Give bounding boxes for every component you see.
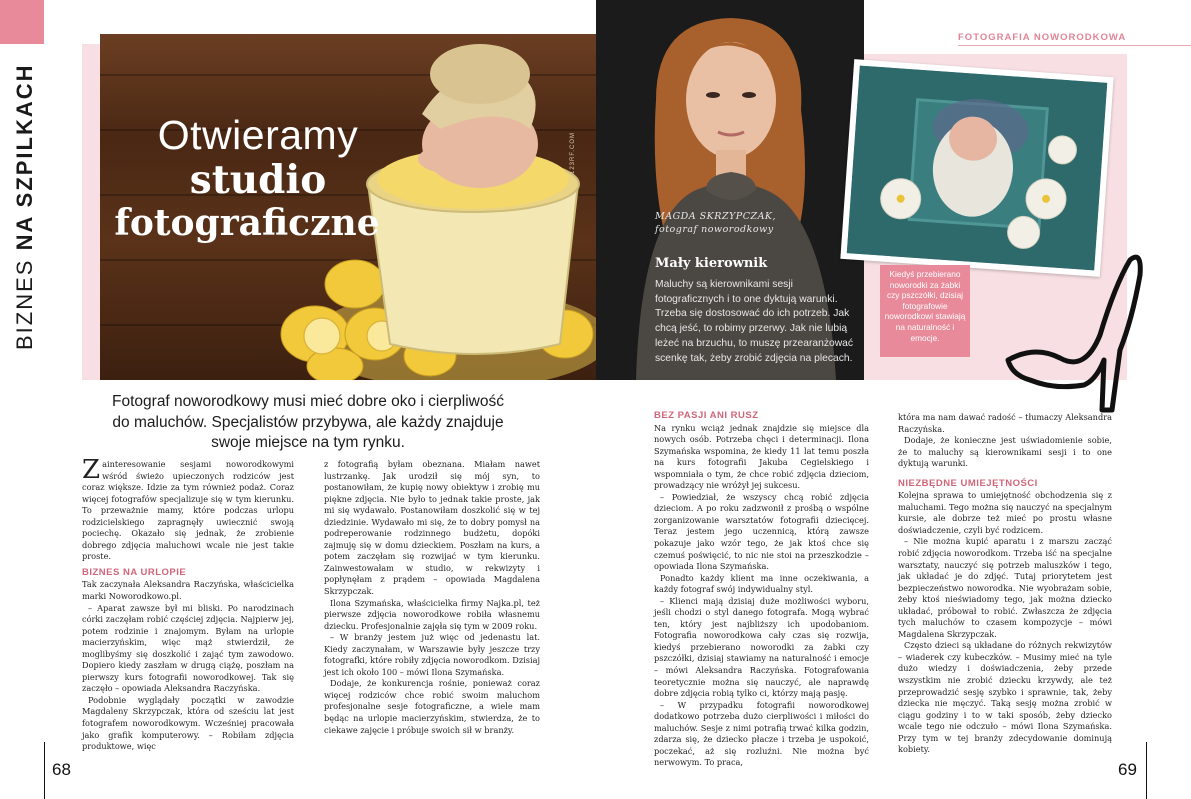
section-label-rule (958, 45, 1191, 46)
lead-paragraph: Fotograf noworodkowy musi mieć dobre oko i cierpliwość do maluchów. Specjalistów przybywa, ale każdy znajduje swoje miejsce na tym rynku. (112, 393, 504, 451)
paragraph: Ilona Szymańska, właścicielka firmy Najka.pl, też pierwsze zdjęcia noworodkowe robiła własnemu dziecku. Profesjonalnie zajęła się tym w 2009 roku. (324, 597, 540, 631)
paragraph: – Nie można kupić aparatu i z marszu zacząć robić zdjęcia noworodkom. Trzeba iść na specjalne warsztaty, nauczyć się potrzeb maluszków i tego, jak układać je do zdjęć. Tutaj priorytetem jest bezpieczeństwo noworodka. Nie wyobrażam sobie, żeby ktoś nieświadomy tego, jak można dziecko układać, próbował to robić. Zwłaszcza że zdjęcia tych maluchów to czasem kompozycje – mówi Magdalena Skrzypczak. (898, 536, 1112, 639)
paragraph: Często dzieci są układane do różnych rekwizytów – wiaderek czy kubeczków. – Musimy mieć na tyle dużo wiedzy i doświadczenia, żeby przede wszystkim nie zrobić dziecku krzywdy, ale też przeprowadzić sesję szybko i sprawnie, tak, żeby dziecka nie męczyć. Taką sesję można zrobić w ciągu godziny i to w taki sposób, żeby dziecko wcale tego nie odczuło – mówi Ilona Szymańska. Przy tym w tej branży zdecydowanie dominują kobiety. (898, 640, 1112, 755)
person-caption (655, 210, 776, 236)
paragraph: – Klienci mają dzisiaj duże możliwości wyboru, jeśli chodzi o styl danego fotografa. Mogą wybrać ten, który jest najbliższy ich upodobaniom. Fotografia noworodkowa cały czas się rozwija, kiedyś przebierano noworodki za żabki czy pszczółki, dzisiaj stawiamy na naturalność i emocje – mówi Aleksandra Raczyńska. Fotografowania teoretycznie można się nauczyć, ale naprawdę dobre zdjęcia robią tylko ci, którzy mają pasję. (654, 595, 869, 699)
paragraph: Tak zaczynała Aleksandra Raczyńska, właścicielka marki Noworodkowo.pl. (82, 579, 294, 602)
paragraph: – Aparat zawsze był mi bliski. Po narodzinach córki zaczęłam robić częściej zdjęcia. Najpierw jej, potem rodzinie i znajomym. Byłam na urlopie macierzyńskim, więc mąż stwierdził, że moglibyśmy się doszkolić i zająć tym zawodowo. Dopiero kiedy zaszłam w drugą ciążę, poszłam na pierwszy kurs fotografii noworodkowej. Tak się zaczęło – opowiada Aleksandra Raczyńska. (82, 602, 294, 694)
person-name: MAGDA SKRZYPCZAK, (655, 211, 777, 222)
article-column-4 (898, 412, 1112, 756)
corner-tab (0, 0, 44, 44)
paragraph: – W przypadku fotografii noworodkowej dodatkowo potrzeba dużo cierpliwości i miłości do maluchów. Sesje z nimi potrafią trwać kilka godzin, zdarza się, że dziecko płacze i trzeba je uspokoić, poczekać, aż się rozluźni. Nie można być nerwowym. To praca, (654, 699, 869, 768)
high-heel-icon (1000, 240, 1150, 420)
article-column-3 (654, 410, 869, 769)
page-rule-right (1146, 742, 1147, 799)
page-number-right: 69 (1118, 760, 1137, 779)
quote-title: Mały kierownik (655, 256, 768, 271)
subheading-bez-pasji: BEZ PASJI ANI RUSZ (654, 410, 759, 421)
person-role: fotograf noworodkowy (655, 224, 774, 235)
section-label: FOTOGRAFIA NOWORODKOWA (958, 32, 1127, 43)
quote-body: Maluchy są kierownikami sesji fotograficznych i to one dyktują warunki. Trzeba się dostosować do ich potrzeb. Jak chcą jeść, to robimy przerwy. Jak nie lubią leżeć na brzuchu, to muszę przearanżować scenkę tak, żeby zrobić zdjęcia na plecach. (655, 279, 854, 364)
paragraph: Podobnie wyglądały początki w zawodzie Magdaleny Skrzypczak, która od sześciu lat jest fotografem noworodkowym. Wcześniej pracowała jako grafik komputerowy. – Robiłam zdjęcia produktowe, więc (82, 694, 294, 752)
intro-paragraph: Zainteresowanie sesjami noworodkowymi wśród świeżo upieczonych rodziców jest coraz większe. Idzie za tym również podaż. Coraz więcej fotografów specjalizuje się w tym kierunku. To przeważnie mamy, które podczas urlopu rodzicielskiego zapragnęły uwiecznić swoją pociechę. Okazało się jednak, że zrobienie dobrego zdjęcia maluchowi wcale nie jest takie proste. (82, 455, 294, 562)
headline-line-2: studio (189, 157, 327, 203)
paragraph: Ponadto każdy klient ma inne oczekiwania, a każdy fotograf swój indywidualny styl. (654, 572, 869, 595)
photo-caption-box: Kiedyś przebierano noworodki za żabki czy pszczółki, dzisiaj fotografowie noworodkowi stawiają na naturalność i emocje. (880, 265, 970, 357)
paragraph: Dodaje, że konieczne jest uświadomienie sobie, że to maluchy są kierownikami sesji i to one dyktują warunki. (898, 435, 1112, 469)
headline-line-1: Otwieramy (157, 112, 359, 158)
article-column-2 (324, 459, 540, 736)
paragraph: z fotografią byłam obeznana. Miałam nawet lustrzankę. Jak urodził się mój syn, to postanowiłam, że kupię nowy obiektyw i zrobię mu piękne zdjęcia. Nie było to jednak takie proste, jak mi się wydawało. Postanowiłam doszkolić się w tej dziedzinie. Wydawało mi się, że to dobry pomysł na podreperowanie rodzinnego budżetu, dopóki zajmuję się w domu dzieckiem. Poszłam na kurs, a potem zaczęłam się rozwijać w tym kierunku. Zainwestowałam w studio, w rekwizyty i popłynęłam z prądem – opowiada Magdalena Skrzypczak. (324, 459, 540, 597)
headline-line-3: fotograficzne (114, 202, 380, 244)
article-column-1 (82, 455, 294, 753)
page-rule-left (44, 742, 45, 799)
side-title (10, 60, 40, 350)
photo-credit: 123RF.COM (570, 131, 576, 174)
headline (108, 112, 408, 244)
paragraph: – W branży jestem już więc od jedenastu lat. Kiedy zaczynałam, w Warszawie były jeszcze trzy fotografki, które robiły zdjęcia noworodkom. Dzisiaj jest ich około 100 – mówi Ilona Szymańska. (324, 632, 540, 677)
subheading-biznes: BIZNES NA URLOPIE (82, 566, 187, 578)
page-number-left: 68 (52, 760, 71, 779)
drop-cap: Z (82, 455, 101, 485)
side-title-bold: NA SZPILKACH (12, 63, 37, 251)
paragraph: która ma nam dawać radość – tłumaczy Aleksandra Raczyńska. (898, 412, 1112, 434)
paragraph: Kolejna sprawa to umiejętność obchodzenia się z maluchami. Tego można się nauczyć na specjalnym kursie, ale dobrze też mieć po prostu własne doświadczenie, czyli być rodzicem. (898, 490, 1112, 535)
side-title-normal: BIZNES (12, 250, 37, 350)
paragraph: Dodaje, że konkurencja rośnie, ponieważ coraz więcej rodziców chce robić swoim maluchom profesjonalne sesje fotograficzne, a wiele mam będąc na urlopie macierzyńskim, stwierdza, że to ciekawe zajęcie i próbuje swoich sił w branży. (324, 678, 540, 735)
paragraph: – Powiedział, że wszyscy chcą robić zdjęcia dzieciom. A po roku zadzwonił z prośbą o wspólne zorganizowanie warsztatów fotografii dziecięcej. Teraz jestem jego uczennicą, którą zawsze pokazuje jako wzór tego, że jak ktoś chce się czemuś poświęcić, to nic nie stoi na przeszkodzie – opowiada Ilona Szymańska. (654, 491, 869, 572)
subheading-niezbedne: NIEZBĘDNE UMIEJĘTNOŚCI (898, 477, 1038, 489)
paragraph: Na rynku wciąż jednak znajdzie się miejsce dla nowych osób. Potrzeba chęci i determinacji. Ilona Szymańska wspomina, że kiedy 11 lat temu poszła na kurs fotografii Jakuba Cegielskiego i wspomniała o tym, że chce robić zdjęcia dzieciom, prowadzący nie wróżył jej sukcesu. (654, 422, 869, 491)
